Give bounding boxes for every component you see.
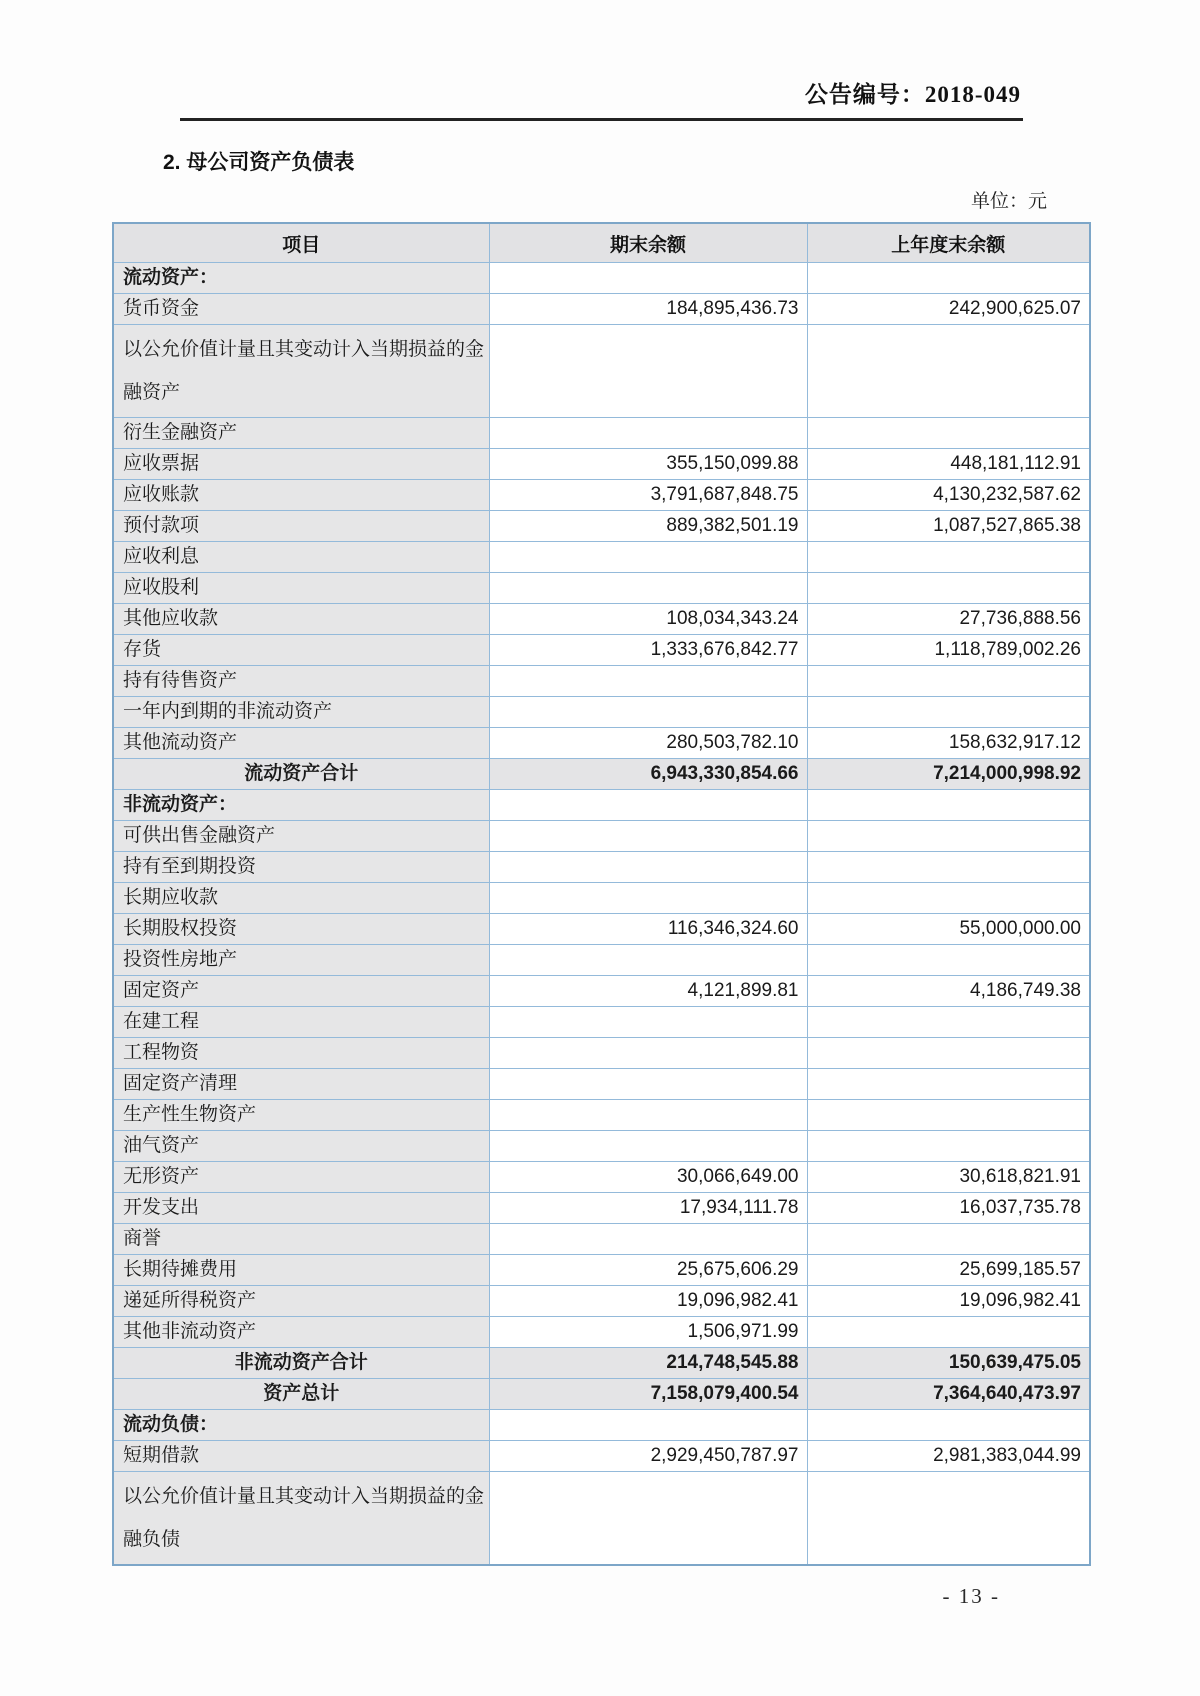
row-label-cell: 持有至到期投资: [113, 852, 489, 883]
ending-balance-cell: [489, 790, 807, 821]
row-label-cell: 工程物资: [113, 1038, 489, 1069]
table-row: [113, 1348, 1090, 1379]
ending-balance-cell: [489, 666, 807, 697]
table-row: [113, 294, 1090, 325]
row-label-cell: 应收票据: [113, 449, 489, 480]
table-row: [113, 945, 1090, 976]
prior-year-balance-cell: [807, 418, 1090, 449]
ending-balance-cell: 7,158,079,400.54: [489, 1379, 807, 1410]
row-label-cell: 长期应收款: [113, 883, 489, 914]
table-row: [113, 1069, 1090, 1100]
prior-year-balance-cell: [807, 666, 1090, 697]
table-row: [113, 511, 1090, 542]
table-row: [113, 418, 1090, 449]
ending-balance-cell: [489, 945, 807, 976]
ending-balance-cell: [489, 697, 807, 728]
row-label-cell: 货币资金: [113, 294, 489, 325]
row-label-cell: 在建工程: [113, 1007, 489, 1038]
row-label-cell: 开发支出: [113, 1193, 489, 1224]
table-row: [113, 635, 1090, 666]
row-label-cell: 递延所得税资产: [113, 1286, 489, 1317]
table-row: [113, 1410, 1090, 1441]
table-row: [113, 604, 1090, 635]
ending-balance-cell: 889,382,501.19: [489, 511, 807, 542]
table-row: [113, 1007, 1090, 1038]
prior-year-balance-cell: [807, 1472, 1090, 1566]
row-label-cell: 预付款项: [113, 511, 489, 542]
table-row: [113, 1255, 1090, 1286]
ending-balance-cell: [489, 1472, 807, 1566]
row-label-cell: 其他流动资产: [113, 728, 489, 759]
table-row: [113, 1472, 1090, 1566]
prior-year-balance-cell: 1,087,527,865.38: [807, 511, 1090, 542]
prior-year-balance-cell: [807, 573, 1090, 604]
row-label-cell: 一年内到期的非流动资产: [113, 697, 489, 728]
prior-year-balance-cell: [807, 542, 1090, 573]
ending-balance-cell: [489, 1224, 807, 1255]
row-label-cell: 其他非流动资产: [113, 1317, 489, 1348]
row-label-cell: 衍生金融资产: [113, 418, 489, 449]
prior-year-balance-cell: [807, 945, 1090, 976]
table-row: [113, 1286, 1090, 1317]
prior-year-balance-cell: [807, 1038, 1090, 1069]
ending-balance-cell: [489, 1100, 807, 1131]
prior-year-balance-cell: [807, 1069, 1090, 1100]
ending-balance-cell: [489, 883, 807, 914]
table-row: [113, 263, 1090, 294]
prior-year-balance-cell: [807, 790, 1090, 821]
table-row: [113, 449, 1090, 480]
table-row: [113, 542, 1090, 573]
ending-balance-cell: 355,150,099.88: [489, 449, 807, 480]
prior-year-balance-cell: 2,981,383,044.99: [807, 1441, 1090, 1472]
table-row: [113, 697, 1090, 728]
prior-year-balance-cell: 55,000,000.00: [807, 914, 1090, 945]
unit-label: 单位：元: [970, 191, 1047, 212]
prior-year-balance-cell: 1,118,789,002.26: [807, 635, 1090, 666]
page-title: 2. 母公司资产负债表: [163, 151, 355, 174]
row-label-cell: 应收利息: [113, 542, 489, 573]
prior-year-balance-cell: [807, 325, 1090, 418]
table-row: [113, 883, 1090, 914]
ending-balance-cell: 17,934,111.78: [489, 1193, 807, 1224]
column-header-prior-year-balance: 上年度末余额: [807, 223, 1090, 263]
ending-balance-cell: [489, 1007, 807, 1038]
table-row: [113, 1224, 1090, 1255]
row-label-cell: 长期待摊费用: [113, 1255, 489, 1286]
prior-year-balance-cell: 4,130,232,587.62: [807, 480, 1090, 511]
table-row: [113, 914, 1090, 945]
row-label-cell: 持有待售资产: [113, 666, 489, 697]
table-row: [113, 759, 1090, 790]
table-row: [113, 852, 1090, 883]
ending-balance-cell: 280,503,782.10: [489, 728, 807, 759]
ending-balance-cell: [489, 852, 807, 883]
prior-year-balance-cell: 7,364,640,473.97: [807, 1379, 1090, 1410]
table-row: [113, 1038, 1090, 1069]
prior-year-balance-cell: 150,639,475.05: [807, 1348, 1090, 1379]
ending-balance-cell: 19,096,982.41: [489, 1286, 807, 1317]
column-header-item: 项目: [113, 223, 489, 263]
row-label-cell: 以公允价值计量且其变动计入当期损益的金融资产: [113, 325, 489, 418]
prior-year-balance-cell: [807, 1131, 1090, 1162]
prior-year-balance-cell: 158,632,917.12: [807, 728, 1090, 759]
prior-year-balance-cell: 25,699,185.57: [807, 1255, 1090, 1286]
ending-balance-cell: 108,034,343.24: [489, 604, 807, 635]
ending-balance-cell: 1,333,676,842.77: [489, 635, 807, 666]
ending-balance-cell: 25,675,606.29: [489, 1255, 807, 1286]
ending-balance-cell: [489, 542, 807, 573]
prior-year-balance-cell: [807, 821, 1090, 852]
prior-year-balance-cell: [807, 1007, 1090, 1038]
prior-year-balance-cell: [807, 263, 1090, 294]
table-row: [113, 1317, 1090, 1348]
table-row: [113, 1441, 1090, 1472]
prior-year-balance-cell: [807, 883, 1090, 914]
table-row: [113, 666, 1090, 697]
table-header-row: [113, 223, 1090, 263]
prior-year-balance-cell: [807, 852, 1090, 883]
ending-balance-cell: 4,121,899.81: [489, 976, 807, 1007]
row-label-cell: 资产总计: [113, 1379, 489, 1410]
row-label-cell: 存货: [113, 635, 489, 666]
ending-balance-cell: [489, 325, 807, 418]
announcement-number: 公告编号：2018-049: [804, 82, 1021, 107]
prior-year-balance-cell: 19,096,982.41: [807, 1286, 1090, 1317]
row-label-cell: 流动资产合计: [113, 759, 489, 790]
row-label-cell: 流动资产：: [113, 263, 489, 294]
prior-year-balance-cell: [807, 1317, 1090, 1348]
prior-year-balance-cell: [807, 1224, 1090, 1255]
row-label-cell: 流动负债：: [113, 1410, 489, 1441]
ending-balance-cell: 6,943,330,854.66: [489, 759, 807, 790]
table-row: [113, 325, 1090, 418]
table-row: [113, 728, 1090, 759]
table-row: [113, 1379, 1090, 1410]
row-label-cell: 以公允价值计量且其变动计入当期损益的金融负债: [113, 1472, 489, 1566]
row-label-cell: 其他应收款: [113, 604, 489, 635]
row-label-cell: 投资性房地产: [113, 945, 489, 976]
row-label-cell: 固定资产清理: [113, 1069, 489, 1100]
table-row: [113, 573, 1090, 604]
row-label-cell: 短期借款: [113, 1441, 489, 1472]
ending-balance-cell: 2,929,450,787.97: [489, 1441, 807, 1472]
prior-year-balance-cell: 7,214,000,998.92: [807, 759, 1090, 790]
ending-balance-cell: 214,748,545.88: [489, 1348, 807, 1379]
ending-balance-cell: [489, 821, 807, 852]
table-row: [113, 1100, 1090, 1131]
prior-year-balance-cell: [807, 697, 1090, 728]
page-number: - 13 -: [942, 1584, 1000, 1608]
row-label-cell: 应收股利: [113, 573, 489, 604]
ending-balance-cell: 30,066,649.00: [489, 1162, 807, 1193]
prior-year-balance-cell: 27,736,888.56: [807, 604, 1090, 635]
row-label-cell: 非流动资产：: [113, 790, 489, 821]
row-label-cell: 商誉: [113, 1224, 489, 1255]
ending-balance-cell: 1,506,971.99: [489, 1317, 807, 1348]
row-label-cell: 非流动资产合计: [113, 1348, 489, 1379]
ending-balance-cell: [489, 1410, 807, 1441]
ending-balance-cell: 184,895,436.73: [489, 294, 807, 325]
table-row: [113, 1193, 1090, 1224]
prior-year-balance-cell: [807, 1410, 1090, 1441]
ending-balance-cell: [489, 263, 807, 294]
row-label-cell: 无形资产: [113, 1162, 489, 1193]
table-row: [113, 480, 1090, 511]
table-row: [113, 1162, 1090, 1193]
row-label-cell: 长期股权投资: [113, 914, 489, 945]
prior-year-balance-cell: 4,186,749.38: [807, 976, 1090, 1007]
ending-balance-cell: 3,791,687,848.75: [489, 480, 807, 511]
table-row: [113, 1131, 1090, 1162]
prior-year-balance-cell: 448,181,112.91: [807, 449, 1090, 480]
ending-balance-cell: [489, 1131, 807, 1162]
row-label-cell: 固定资产: [113, 976, 489, 1007]
table-row: [113, 790, 1090, 821]
prior-year-balance-cell: [807, 1100, 1090, 1131]
table-row: [113, 821, 1090, 852]
prior-year-balance-cell: 242,900,625.07: [807, 294, 1090, 325]
row-label-cell: 应收账款: [113, 480, 489, 511]
balance-sheet-table: [112, 222, 1091, 1566]
row-label-cell: 油气资产: [113, 1131, 489, 1162]
ending-balance-cell: 116,346,324.60: [489, 914, 807, 945]
header-divider: [180, 118, 1023, 121]
prior-year-balance-cell: 16,037,735.78: [807, 1193, 1090, 1224]
row-label-cell: 可供出售金融资产: [113, 821, 489, 852]
ending-balance-cell: [489, 1038, 807, 1069]
ending-balance-cell: [489, 573, 807, 604]
ending-balance-cell: [489, 418, 807, 449]
table-row: [113, 976, 1090, 1007]
row-label-cell: 生产性生物资产: [113, 1100, 489, 1131]
ending-balance-cell: [489, 1069, 807, 1100]
column-header-ending-balance: 期末余额: [489, 223, 807, 263]
prior-year-balance-cell: 30,618,821.91: [807, 1162, 1090, 1193]
